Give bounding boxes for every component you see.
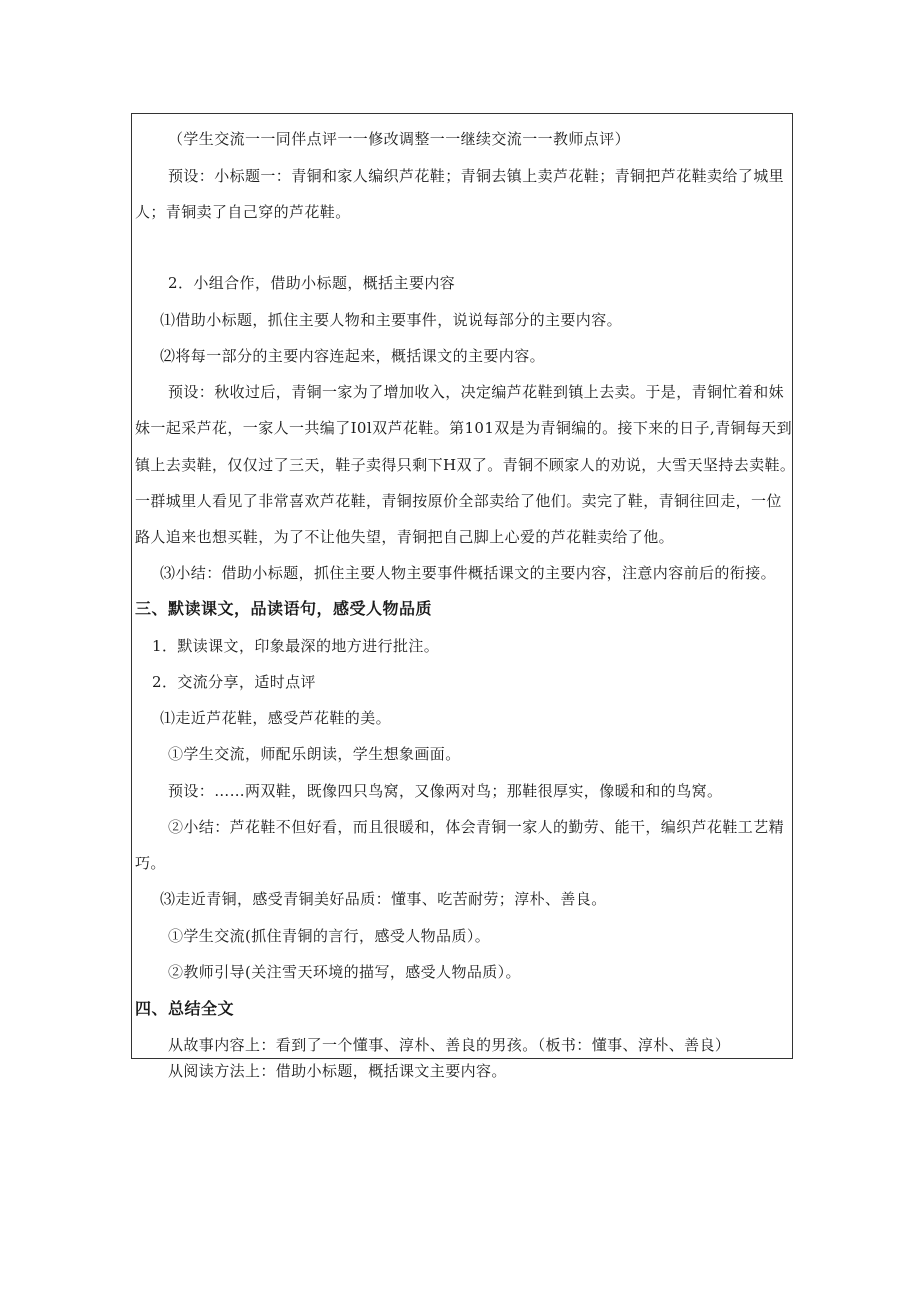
section-3-circle-3: ①学生交流(抓住青铜的言行，感受人物品质）。 — [168, 927, 491, 945]
section-3-sub-3: ⑶走近青铜，感受青铜美好品质：懂事、吃苦耐劳；淳朴、善良。 — [160, 890, 607, 908]
item-2-sub-3: ⑶小结：借助小标题，抓住主要人物主要事件概括课文的主要内容，注意内容前后的衔接。 — [160, 564, 777, 582]
table-bottom-border — [131, 1058, 793, 1059]
item-2-sub-1: ⑴借助小标题，抓住主要人物和主要事件，说说每部分的主要内容。 — [160, 311, 623, 329]
section-3-item-2: 2．交流分享，适时点评 — [152, 673, 316, 691]
summary-line-1: 从故事内容上：看到了一个懂事、淳朴、善良的男孩。（板书：懂事、淳朴、善良） — [168, 1036, 731, 1054]
section-3-preset: 预设：……两双鞋，既像四只鸟窝，又像两对鸟；那鞋很厚实，像暖和和的鸟窝。 — [168, 782, 723, 800]
preset-2-line-5: 路人追来也想买鞋，为了不让他失望，青铜把自己脚上心爱的芦花鞋卖给了他。 — [135, 528, 675, 546]
preset-2-line-1: 预设：秋收过后，青铜一家为了增加收入，决定编芦花鞋到镇上去卖。于是，青铜忙着和妹 — [168, 383, 785, 401]
item-2-title: 2．小组合作，借助小标题，概括主要内容 — [168, 274, 456, 292]
preset-1-line-2: 人；青铜卖了自己穿的芦花鞋。 — [135, 203, 351, 221]
table-right-border-end — [792, 1040, 793, 1059]
preset-1-line-1: 预设：小标题一：青铜和家人编织芦花鞋；青铜去镇上卖芦花鞋；青铜把芦花鞋卖给了城里 — [168, 167, 785, 185]
section-3-circle-4: ②教师引导(关注雪天环境的描写，感受人物品质）。 — [168, 963, 521, 981]
section-3-heading: 三、默读课文，品读语句，感受人物品质 — [135, 599, 433, 618]
summary-line-2: 从阅读方法上：借助小标题，概括课文主要内容。 — [168, 1062, 507, 1080]
preset-2-line-2: 妹一起采芦花，一家人一共编了I0l双芦花鞋。第101双是为青铜编的。接下来的日子,青铜每天到 — [135, 419, 793, 437]
flow-line: （学生交流一一同伴点评一一修改调整一一继续交流一一教师点评） — [168, 130, 631, 148]
preset-2-line-3: 镇上去卖鞋，仅仅过了三天，鞋子卖得只剩下H双了。青铜不顾家人的劝说，大雪天坚持去卖鞋。 — [135, 456, 796, 474]
section-3-item-1: 1．默读课文，印象最深的地方进行批注。 — [152, 637, 440, 655]
section-3-circle-2-line-2: 巧。 — [135, 854, 166, 872]
item-2-sub-2: ⑵将每一部分的主要内容连起来，概括课文的主要内容。 — [160, 347, 546, 365]
section-4-heading: 四、总结全文 — [135, 999, 235, 1018]
preset-2-line-4: 一群城里人看见了非常喜欢芦花鞋，青铜按原价全部卖给了他们。卖完了鞋，青铜往回走，一位 — [135, 492, 782, 510]
section-3-sub-1: ⑴走近芦花鞋，感受芦花鞋的美。 — [160, 709, 392, 727]
lesson-table-frame — [131, 113, 796, 1059]
section-3-circle-1: ①学生交流，师配乐朗读，学生想象画面。 — [168, 745, 461, 763]
section-3-circle-2-line-1: ②小结：芦花鞋不但好看，而且很暖和，体会青铜一家人的勤劳、能干，编织芦花鞋工艺精 — [168, 818, 785, 836]
